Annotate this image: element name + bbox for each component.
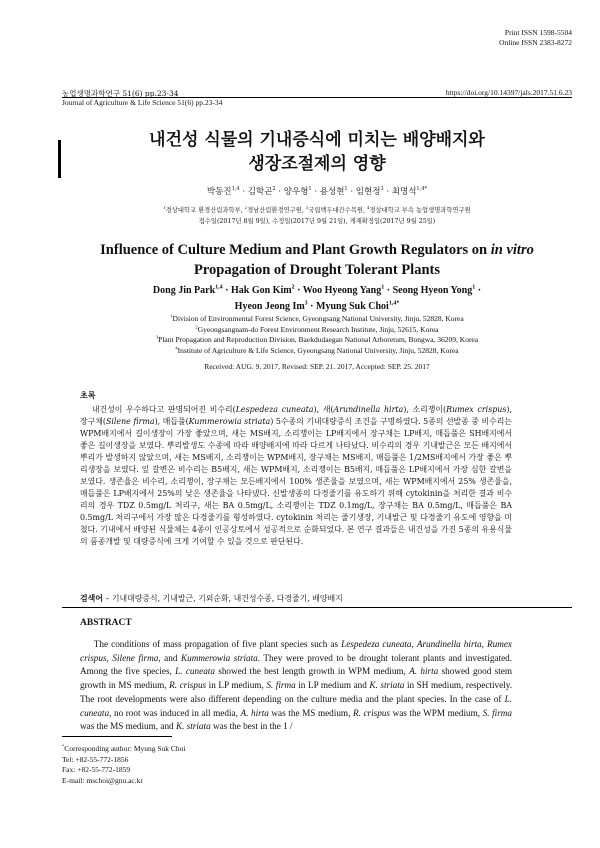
korean-authors: 박동진$^{1,4}$ · 김학곤$^2$ · 양우형$^1$ · 용성현$^1$ · 임현정$^3$ · 최명석$^{1,4*}$ (206, 186, 428, 197)
keywords-list: – 기내대량증식, 기내발근, 기외순화, 내건성수종, 다경줄기, 배양배지 (102, 594, 343, 603)
korean-title-line2: 생장조절제의 영향 (248, 154, 386, 174)
affiliation-2: $^2$Gyeongsangnam-do Forest Environment Research Institute, Jinju, 52615, Korea (195, 324, 439, 334)
keywords-rule (62, 607, 572, 608)
korean-affiliation-line: $^1$경상대학교 환경산림과학부, $^2$경남산림환경연구원, $^3$국립백두대간수목원, $^4$경상대학교 부속 농업생명과학연구원 (163, 204, 471, 214)
english-abstract: The conditions of mass propagation of five plant species such as Lespedeza cuneata, Arundinella hirta, Rumex crispus, Silene firma, and Kummerowia striata. They were proved to be drought tolerant plants and investigated. Among the five species, L. cuneata showed the best length growth in WPM medium, A. hirta showed good stem growth in MS medium, R. crispus in LP medium, S. firma in LP medium and K. striata in SH medium, respectively. The root developments were also different depending on the culture media and the plant species. In the case of L. cuneata, no root was induced in all media, A. hirta was the MS medium, R. crispus was the WPM medium, S. firma was the MS medium, and K. striata was the best in the 1 / (80, 639, 513, 732)
korean-affiliations (62, 205, 572, 227)
english-authors (62, 283, 572, 315)
keywords (80, 593, 512, 604)
korean-abstract: 내건성이 우수하다고 판명되어진 비수리(Lespedeza cuneata), 새(Arundinella hirta), 소리쟁이(Rumex crispus), 장구채(Silene firma), 매듭풀(Kummerowia striata) 5수종의 기내대량증식 조건을 구명하였다. 5종의 선발종 중 비수리는 WPM배지에서 길이생장이 가장 좋았으며, 새는 MS배지, 소리쟁이는 LP배지에서 장구채는 LP배지, 매듭풀은 SH배지에서 좋은 길이생장을 보였다. 뿌리발생도 수종에 따라 배양배지에 따라 다르게 나타났다. 비수리의 경우 기내발근은 모든 배지에서 뿌리가 발생하지 않았으며, 새는 MS배지, 소리쟁이는 WPM배지, 장구채는 MS배지, 매듭풀은 1/2MS배지에서 가장 좋은 뿌리생장을 보였다. 잎 갈변은 비수리는 B5배지, 새는 WPM배지, 소리쟁이는 B5배지, 매듭풀은 LP배지에서 가장 심한 갈변을 보였다. 생존율은 비수리, 소리쟁이, 장구채는 모든배지에서 100% 생존율을 보였으며, 새는 WPM배지에서 25% 생존율을, 매듭풀은 LP배지에서 25%의 낮은 생존율을 나타냈다. 신발생종의 다경줄기를 유도하기 위해 cytokinin을 처리한 결과 비수리의 경우 TDZ 0.5mg/L 처리구, 새는 BA 0.5mg/L, 소리쟁이는 TDZ 0.1mg/L, 장구채는 BA 0.5mg/L, 매듭풀은 BA 0.5mg/L 처리구에서 가장 많은 다경줄기를 형성하였다. cytokinin 처리는 줄기생장, 기내발근 및 다경줄기 유도에 영향을 미쳤다. 기내에서 배양된 식물체는 4종이 인공상토에서 성공적으로 순화되었다. 본 연구 결과들은 내건성을 가진 5종의 유용식물의 품종개발 및 대량증식에 크게 기여할 수 있을 것으로 판단된다. (80, 405, 513, 546)
email[interactable]: E-mail: mschoi@gnu.ac.kr (62, 775, 143, 785)
english-authors-line2: Hyeon Jeong $Im^3$ · Myung Suk Choi$^{1,4*}$ (234, 300, 400, 312)
print-issn: Print ISSN 1598-5504 (504, 28, 572, 37)
english-title-line2: Propagation of Drought Tolerant Plants (194, 262, 440, 278)
tel: Tel: +82-55-772-1856 (62, 754, 129, 764)
online-issn: Online ISSN 2383-8272 (499, 38, 572, 47)
affiliation-1: $^1$Division of Environmental Forest Science, Gyeongsang National University, Jinju, 52828, Korea (170, 313, 464, 323)
korean-title (62, 128, 572, 176)
korean-dates: 접수일(2017년 8월 9일), 수정일(2017년 9월 21일), 게재확정일(2017년 9월 25일) (198, 218, 436, 225)
issn-block (499, 28, 572, 48)
korean-title-line1: 내건성 식물의 기내증식에 미치는 배양배지와 (149, 130, 485, 150)
journal-header-korean: 농업생명과학연구 51(6) pp.23-34 (62, 89, 179, 98)
title-side-bar (58, 140, 61, 178)
footnote (62, 744, 186, 786)
english-abstract-heading: ABSTRACT (80, 618, 132, 628)
corresponding-author: *Corresponding author: Myung Suk Choi (62, 743, 186, 753)
footnote-rule (62, 736, 172, 737)
affiliation-3: $^3$Plant Propagation and Reproduction Division, Baekdudaegan National Arboretum, Bongwa, 36209, Korea (155, 334, 479, 344)
doi-link[interactable]: https://doi.org/10.14397/jals.2017.51.6.23 (445, 88, 572, 97)
english-title (62, 240, 572, 280)
english-authors-line1: Dong Jin Park$^{1,4}$ · Hak Gon Kim$^2$ · Woo Hyeong Yang$^1$ · Seong Hyeon Yong$^1$ · (152, 284, 482, 296)
korean-abstract-heading: 초록 (80, 390, 96, 400)
keywords-heading: 검색어 (80, 594, 103, 603)
received-dates: Received: AUG. 9. 2017, Revised: SEP. 21. 2017, Accepted: SEP. 25. 2017 (204, 362, 430, 371)
affiliation-4: $^4$Institute of Agriculture & Life Science, Gyeongsang National University, Jinju, 52828, Korea (175, 345, 459, 355)
journal-header-english: Journal of Agriculture & Life Science 51(6) pp.23-34 (62, 98, 223, 107)
english-title-line1: Influence of Culture Medium and Plant Growth Regulators on in vitro (100, 242, 534, 258)
english-affiliations (62, 314, 572, 356)
fax: Fax: +82-55-772-1859 (62, 765, 131, 774)
